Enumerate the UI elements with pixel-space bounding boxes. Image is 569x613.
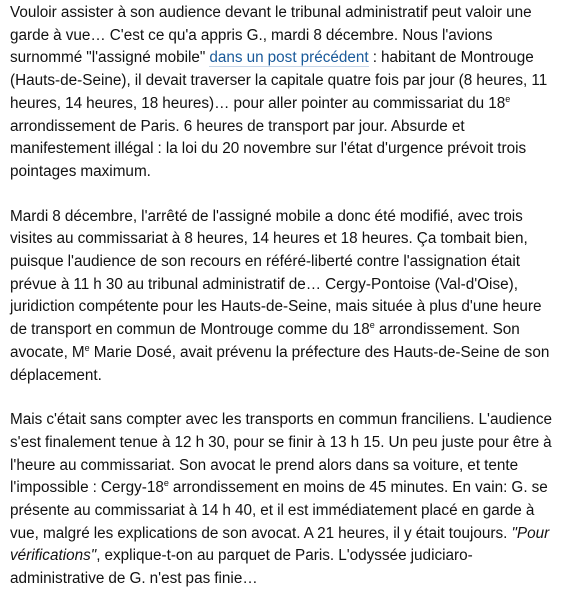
paragraph-1 bbox=[10, 2, 562, 184]
paragraph-2 bbox=[10, 206, 562, 388]
quoted-italic: "Pour vérifications" bbox=[10, 524, 550, 565]
ordinal-suffix: e bbox=[505, 93, 511, 104]
paragraph-2-text-2: arrondissement. Son avocate, M bbox=[10, 321, 520, 361]
paragraph-3-text-2: arrondissement en moins de 45 minutes. En vain: G. se présente au commissariat à 14 h 40, et il est immédiatement placé en garde à vue, malgré les explications de son avocat. A 21 heures, il y était toujours. bbox=[10, 479, 548, 542]
ordinal-suffix: e bbox=[163, 478, 169, 489]
paragraph-2-text-1: Mardi 8 décembre, l'arrêté de l'assigné mobile a donc été modifié, avec trois visites au commissariat à 8 heures, 14 heures et 18 heures. Ça tombait bien, puisque l'audience de son recours en référé-liberté contre l'assignation était prévue à 11 h 30 au tribunal administratif de… Cergy-Pontoise (Val-d'Oise), juridiction compétente pour les Hauts-de-Seine, mais située à plus d'une heure de transport en commun de Montrouge comme du 18 bbox=[10, 207, 542, 339]
article-body bbox=[10, 2, 562, 613]
paragraph-3-text-3: , explique-t-on au parquet de Paris. L'odyssée judiciaro-administrative de G. n'est pas finie… bbox=[10, 547, 473, 588]
previous-post-link[interactable]: dans un post précédent bbox=[209, 49, 369, 67]
paragraph-1-text-3: arrondissement de Paris. 6 heures de transport par jour. Absurde et manifestement illégal : la loi du 20 novembre sur l'état d'urgence prévoit trois pointages maximum. bbox=[10, 117, 527, 180]
paragraph-1-text-2: : habitant de Montrouge (Hauts-de-Seine), il devait traverser la capitale quatre fois par jour (8 heures, 11 heures, 14 heures, 18 heures)… pour aller pointer au commissariat du 18 bbox=[10, 49, 548, 112]
paragraph-3 bbox=[10, 409, 562, 591]
paragraph-2-text-3: Marie Dosé, avait prévenu la préfecture des Hauts-de-Seine de son déplacement. bbox=[10, 343, 550, 384]
ordinal-suffix: e bbox=[369, 320, 375, 331]
paragraph-3-text-1: Mais c'était sans compter avec les transports en commun franciliens. L'audience s'est finalement tenue à 12 h 30, pour se finir à 13 h 15. Un peu juste pour être à l'heure au commissariat. Son avocat le prend alors dans sa voiture, et tente l'impossible : Cergy-18 bbox=[10, 411, 553, 497]
title-abbrev-suffix: e bbox=[84, 342, 90, 353]
paragraph-1-text-1: Vouloir assister à son audience devant le tribunal administratif peut valoir une garde à vue… C'est ce qu'a appris G., mardi 8 décembre. Nous l'avions surnommé "l'assigné mobile" bbox=[10, 4, 532, 67]
